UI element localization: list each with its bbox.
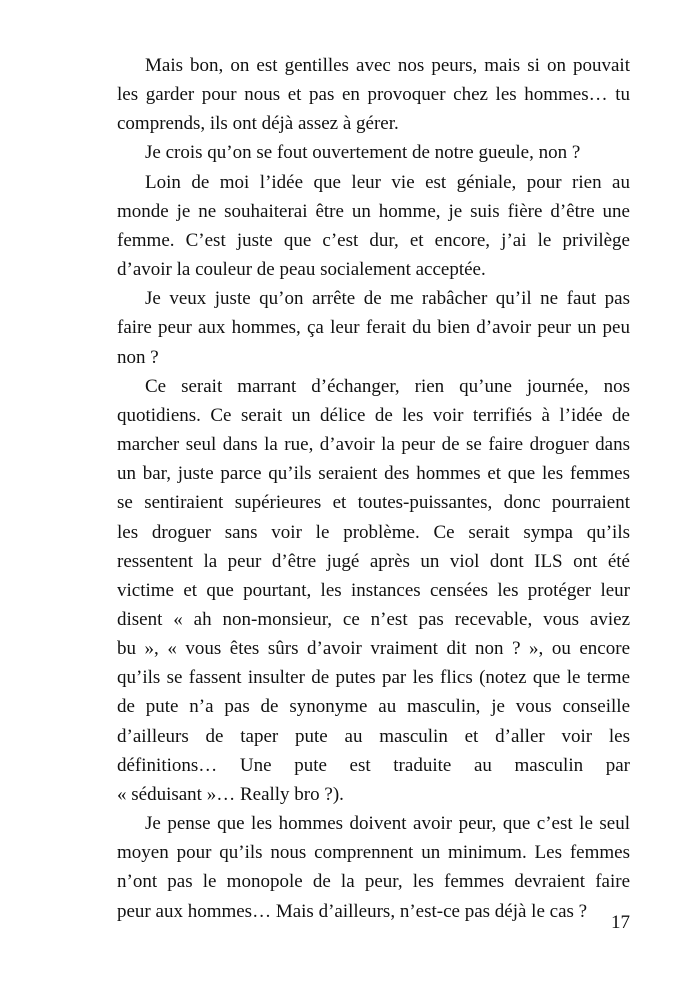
text-line: les droguer sans voir le problème. Ce serait sympa qu’ils [117,521,630,543]
text-line: les garder pour nous et pas en provoquer chez les hommes… tu [117,84,630,106]
body-text [117,51,630,926]
text-line: qu’ils se fassent insulter de putes par les flics (notez que le terme [117,667,630,689]
text-line: Je crois qu’on se fout ouvertement de notre gueule, non ? [145,142,581,164]
page-number: 17 [611,912,630,933]
text-line: se sentiraient supérieures et toutes-puissantes, donc pourraient [117,492,630,514]
text-line: peur aux hommes… Mais d’ailleurs, n’est-ce pas déjà le cas ? [117,900,588,922]
text-line: femme. C’est juste que c’est dur, et encore, j’ai le privilège [117,229,630,251]
text-line: de pute n’a pas de synonyme au masculin, je vous conseille [117,696,630,718]
text-line: quotidiens. Ce serait un délice de les voir terrifiés à l’idée de [117,404,630,426]
text-line: Loin de moi l’idée que leur vie est géniale, pour rien au [145,171,630,193]
text-line: victime et que pourtant, les instances censées les protéger leur [117,579,630,601]
paragraph [117,809,630,926]
text-line: d’avoir la couleur de peau socialement acceptée. [117,259,486,281]
text-line: moyen pour qu’ils nous comprennent un minimum. Les femmes [117,842,630,864]
text-line: ressentent la peur d’être jugé après un viol dont ILS ont été [117,550,630,572]
paragraph [117,138,630,167]
text-line: Ce serait marrant d’échanger, rien qu’une journée, nos [145,375,630,397]
text-line: bu », « vous êtes sûrs d’avoir vraiment dit non ? », ou encore [117,638,630,660]
text-line: n’ont pas le monopole de la peur, les femmes devraient faire [117,871,630,893]
text-line: non ? [117,346,159,368]
paragraph [117,284,630,371]
paragraph [117,168,630,285]
text-line: disent « ah non-monsieur, ce n’est pas recevable, vous aviez [117,608,630,630]
text-line: comprends, ils ont déjà assez à gérer. [117,113,399,135]
text-line: Je veux juste qu’on arrête de me rabâcher qu’il ne faut pas [145,288,630,310]
text-line: d’ailleurs de taper pute au masculin et d’aller voir les [117,725,630,747]
text-line: définitions… Une pute est traduite au masculin par [117,754,630,776]
text-line: monde je ne souhaiterai être un homme, je suis fière d’être une [117,200,630,222]
paragraph [117,372,630,809]
paragraph [117,51,630,138]
text-line: « séduisant »… Really bro ?). [117,783,344,805]
text-line: Je pense que les hommes doivent avoir peur, que c’est le seul [145,813,630,835]
text-line: faire peur aux hommes, ça leur ferait du bien d’avoir peur un peu [117,317,630,339]
text-line: marcher seul dans la rue, d’avoir la peur de se faire droguer dans [117,434,630,456]
text-line: Mais bon, on est gentilles avec nos peurs, mais si on pouvait [145,55,630,76]
text-line: un bar, juste parce qu’ils seraient des hommes et que les femmes [117,463,630,485]
